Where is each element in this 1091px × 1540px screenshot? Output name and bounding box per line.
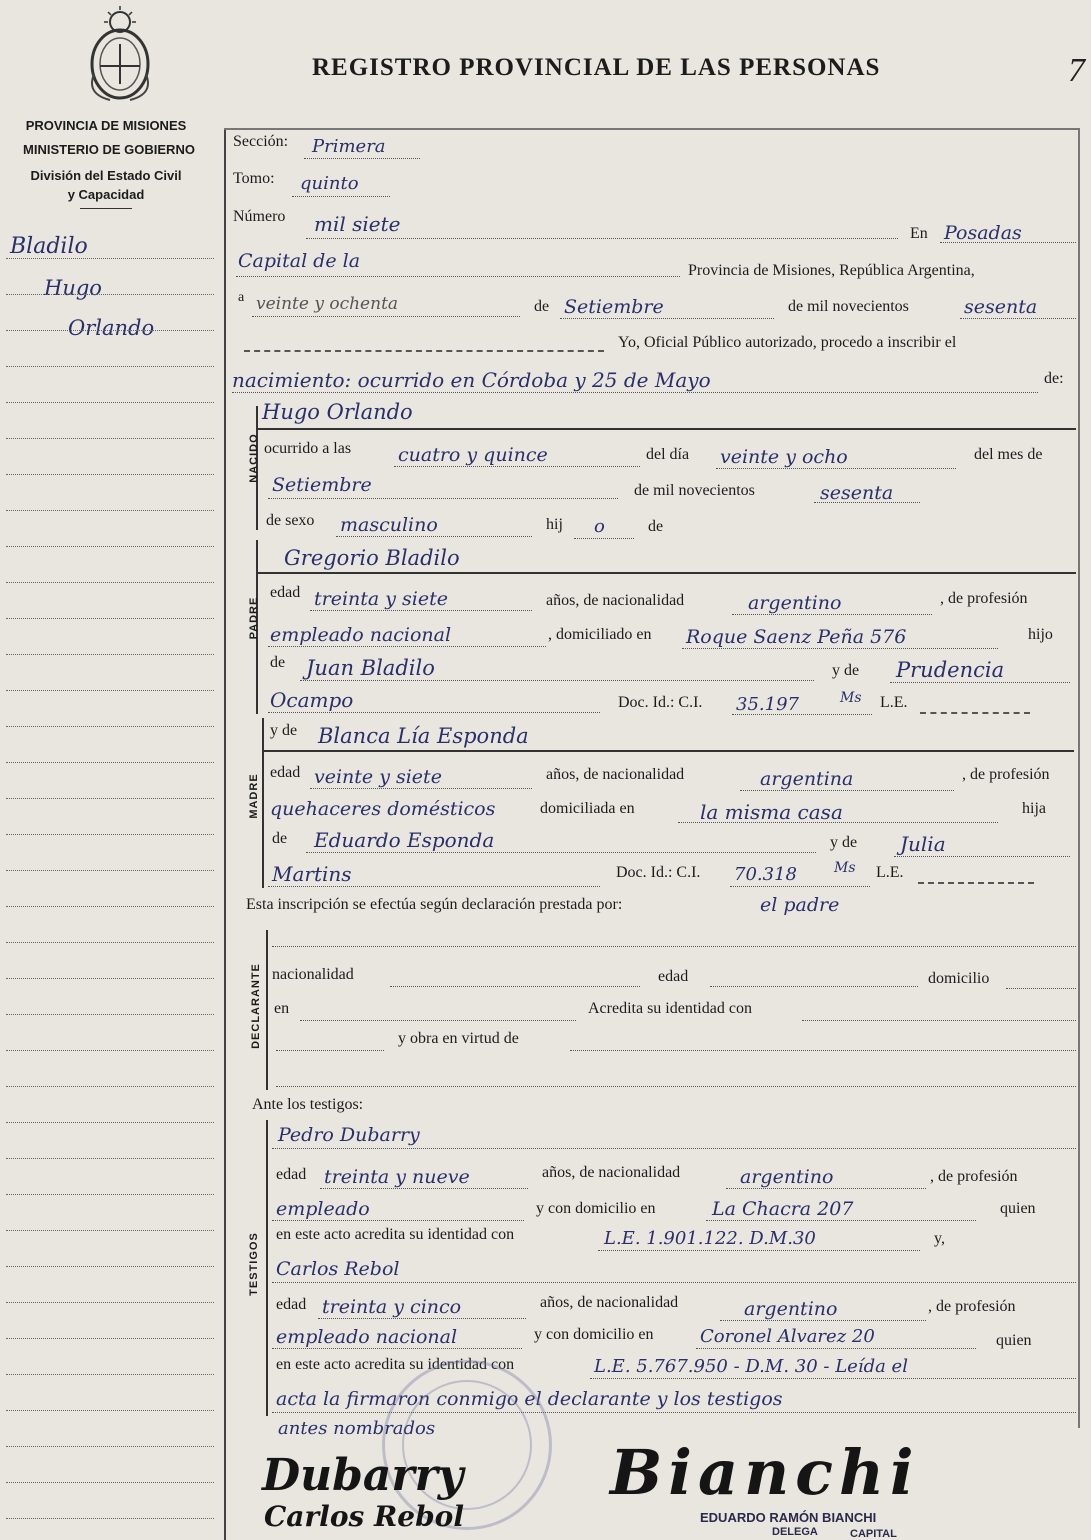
- field-capital: Capital de la: [238, 250, 361, 272]
- label-decl-edad: edad: [658, 968, 689, 985]
- field-padre-madre: Prudencia: [896, 658, 1005, 682]
- field-hij-suffix: o: [594, 516, 605, 537]
- label-madre-yde: y de: [270, 722, 298, 739]
- field-nombre: Hugo Orlando: [262, 400, 413, 424]
- field-sexo: masculino: [340, 514, 438, 536]
- coat-of-arms-icon: [80, 4, 160, 108]
- field-mes: Setiembre: [564, 296, 664, 318]
- label-t1-quien: quien: [1000, 1200, 1036, 1217]
- margin-rule: [6, 906, 214, 907]
- label-t1-anos: años, de nacionalidad: [542, 1164, 681, 1181]
- field-anio-nac: sesenta: [820, 482, 894, 504]
- field-t1-dom: La Chacra 207: [712, 1198, 854, 1220]
- label-t2-edad: edad: [276, 1296, 307, 1313]
- margin-rule: [6, 762, 214, 763]
- label-padre-le: L.E.: [880, 694, 908, 711]
- margin-rule: [6, 1050, 214, 1051]
- field-dia-nac: veinte y ocho: [720, 446, 848, 468]
- section-testigos: TESTIGOS: [248, 1232, 260, 1296]
- margin-rule: [6, 870, 214, 871]
- label-tomo: Tomo:: [233, 170, 275, 187]
- field-t1-doc: L.E. 1.901.122. D.M.30: [604, 1228, 816, 1249]
- label-del-mes: del mes de: [974, 446, 1043, 463]
- field-t1-edad: treinta y nueve: [324, 1166, 470, 1188]
- label-de2: de: [648, 518, 664, 535]
- section-padre: PADRE: [248, 596, 260, 640]
- label-testigos: Ante los testigos:: [252, 1096, 364, 1113]
- margin-rule: [6, 1266, 214, 1267]
- label-padre-edad: edad: [270, 584, 301, 601]
- label-t1-prof: , de profesión: [930, 1168, 1018, 1185]
- label-t1-acredita: en este acto acredita su identidad con: [276, 1226, 515, 1243]
- margin-rule: [6, 510, 214, 511]
- field-hora: cuatro y quince: [398, 444, 548, 466]
- field-t2-edad: treinta y cinco: [322, 1296, 462, 1318]
- margin-rule: [6, 546, 214, 547]
- field-t1-prof: empleado: [276, 1198, 370, 1220]
- field-t2-nombre: Carlos Rebol: [276, 1258, 400, 1280]
- field-madre-ci: 70.318: [734, 864, 797, 885]
- label-madre-prof: , de profesión: [962, 766, 1050, 783]
- label-provincia: Provincia de Misiones, República Argentina,: [688, 262, 975, 279]
- label-t1-edad: edad: [276, 1166, 307, 1183]
- field-mes-nac: Setiembre: [272, 474, 372, 496]
- label-padre-de: de: [270, 654, 286, 671]
- field-seccion: Primera: [312, 136, 386, 157]
- field-padre-prof: empleado nacional: [270, 624, 452, 646]
- signature-witness2: Carlos Rebol: [264, 1500, 464, 1533]
- margin-rule: [6, 618, 214, 619]
- page-title: REGISTRO PROVINCIAL DE LAS PERSONAS: [312, 54, 881, 81]
- margin-name2: Orlando: [68, 316, 155, 340]
- label-a: a: [238, 290, 245, 305]
- header-ministry: MINISTERIO DE GOBIERNO: [23, 142, 195, 157]
- field-t2-nac: argentino: [744, 1298, 838, 1320]
- label-t1-y: y,: [934, 1230, 945, 1247]
- label-de-colon: de:: [1044, 370, 1064, 387]
- label-padre-yde: y de: [832, 662, 860, 679]
- field-padre-dom: Roque Saenz Peña 576: [686, 626, 907, 648]
- label-padre-hijo: hijo: [1028, 626, 1053, 643]
- margin-rule: [6, 1374, 214, 1375]
- margin-rule: [6, 1230, 214, 1231]
- margin-rule: [6, 798, 214, 799]
- margin-rule: [6, 1194, 214, 1195]
- label-padre-anos: años, de nacionalidad: [546, 592, 685, 609]
- field-t2-doc: L.E. 5.767.950 - D.M. 30 - Leída el: [594, 1356, 908, 1377]
- label-t2-anos: años, de nacionalidad: [540, 1294, 679, 1311]
- margin-rule: [6, 1158, 214, 1159]
- header-province: PROVINCIA DE MISIONES: [25, 118, 187, 133]
- field-madre-nac: argentina: [760, 768, 854, 790]
- field-madre-edad: veinte y siete: [314, 766, 442, 788]
- field-t2-dom: Coronel Alvarez 20: [700, 1326, 875, 1347]
- field-t1-nombre: Pedro Dubarry: [278, 1124, 420, 1146]
- label-madre-hija: hija: [1022, 800, 1046, 817]
- signature-official: Bianchi: [610, 1436, 920, 1509]
- label-de: de: [534, 298, 550, 315]
- margin-rule: [6, 1482, 214, 1483]
- section-madre: MADRE: [248, 773, 260, 819]
- label-madre-anos: años, de nacionalidad: [546, 766, 685, 783]
- label-yo: Yo, Oficial Público autorizado, procedo a inscribir el: [618, 334, 957, 351]
- label-del-dia: del día: [646, 446, 690, 463]
- label-decl-acredita: Acredita su identidad con: [588, 1000, 752, 1017]
- field-tomo: quinto: [300, 173, 359, 194]
- margin-rule: [6, 726, 214, 727]
- margin-rule: [6, 654, 214, 655]
- field-padre-nac: argentino: [748, 592, 842, 614]
- label-madre-yde2: y de: [830, 834, 858, 851]
- label-numero: Número: [233, 208, 286, 225]
- label-madre-doc: Doc. Id.: C.I.: [616, 864, 701, 881]
- section-nacido: NACIDO: [248, 433, 260, 483]
- label-inscripcion: Esta inscripción se efectúa según declaración prestada por:: [246, 896, 623, 913]
- field-cierre1: acta la firmaron conmigo el declarante y los testigos: [276, 1388, 783, 1410]
- label-t2-prof: , de profesión: [928, 1298, 1016, 1315]
- label-decl-dom: domicilio: [928, 970, 990, 987]
- field-padre-ci-suffix: Ms: [840, 690, 862, 706]
- margin-rule: [6, 1122, 214, 1123]
- margin-rule: [6, 978, 214, 979]
- label-t2-acredita: en este acto acredita su identidad con: [276, 1356, 515, 1373]
- field-madre-nombre: Blanca Lía Esponda: [318, 724, 529, 748]
- label-madre-de: de: [272, 830, 288, 847]
- label-padre-dom: , domiciliado en: [548, 626, 652, 643]
- field-numero: mil siete: [314, 212, 401, 236]
- official-role: DELEGA: [772, 1526, 818, 1538]
- margin-rule: [6, 1518, 214, 1519]
- margin-rule: [6, 474, 214, 475]
- margin-rule: [6, 834, 214, 835]
- field-padre-ci: 35.197: [736, 694, 799, 715]
- label-t2-quien: quien: [996, 1332, 1032, 1349]
- label-madre-edad: edad: [270, 764, 301, 781]
- official-name: EDUARDO RAMÓN BIANCHI: [700, 1510, 877, 1525]
- field-madre-ci-suffix: Ms: [834, 860, 856, 876]
- field-padre-nombre: Gregorio Bladilo: [284, 546, 460, 570]
- label-de-mil: de mil novecientos: [788, 298, 909, 315]
- field-madre-madre: Julia: [900, 832, 946, 856]
- official-role2: CAPITAL: [850, 1528, 897, 1540]
- label-t1-dom: y con domicilio en: [536, 1200, 656, 1217]
- label-de-mil2: de mil novecientos: [634, 482, 755, 499]
- field-acto: nacimiento: ocurrido en Córdoba y 25 de Mayo: [232, 368, 711, 392]
- field-padre-edad: treinta y siete: [314, 588, 449, 610]
- margin-rule: [6, 582, 214, 583]
- field-madre-de: Eduardo Esponda: [314, 828, 495, 852]
- margin-rule: [6, 942, 214, 943]
- field-t2-prof: empleado nacional: [276, 1326, 458, 1348]
- label-hij: hij: [546, 516, 563, 533]
- margin-rule: [6, 1338, 214, 1339]
- field-madre-prof: quehaceres domésticos: [270, 798, 496, 820]
- label-decl-nac: nacionalidad: [272, 966, 354, 983]
- field-declarante: el padre: [760, 894, 840, 916]
- field-padre-de: Juan Bladilo: [306, 656, 435, 680]
- field-t1-nac: argentino: [740, 1166, 834, 1188]
- margin-rule: [6, 1446, 214, 1447]
- field-madre-dom: la misma casa: [700, 800, 843, 824]
- label-ocurrido: ocurrido a las: [264, 440, 352, 457]
- page-number: 7: [1068, 52, 1085, 89]
- margin-rule: [6, 438, 214, 439]
- margin-rule: [6, 402, 214, 403]
- margin-rule: [6, 1302, 214, 1303]
- field-padre-madre2: Ocampo: [270, 688, 354, 712]
- margin-rule: [6, 366, 214, 367]
- field-dia: veinte y ochenta: [256, 294, 399, 314]
- margin-rule: [6, 330, 214, 331]
- margin-rule: [6, 294, 214, 295]
- margin-rule: [6, 258, 214, 259]
- margin-surname: Bladilo: [10, 234, 88, 259]
- signature-witness1: Dubarry: [262, 1450, 464, 1501]
- field-anio: sesenta: [964, 296, 1038, 318]
- field-madre-madre2: Martins: [272, 862, 352, 886]
- label-madre-dom: domiciliada en: [540, 800, 635, 817]
- label-madre-le: L.E.: [876, 864, 904, 881]
- header-division2: y Capacidad: [67, 187, 145, 202]
- label-padre-prof: , de profesión: [940, 590, 1028, 607]
- margin-rule: [6, 1410, 214, 1411]
- margin-rule: [6, 1014, 214, 1015]
- margin-name1: Hugo: [44, 276, 102, 300]
- margin-rule: [6, 690, 214, 691]
- label-seccion: Sección:: [233, 133, 289, 150]
- label-en: En: [910, 225, 928, 242]
- label-de-sexo: de sexo: [266, 512, 315, 529]
- field-en: Posadas: [944, 222, 1022, 244]
- label-padre-doc: Doc. Id.: C.I.: [618, 694, 703, 711]
- label-t2-dom: y con domicilio en: [534, 1326, 654, 1343]
- header-division1: División del Estado Civil: [30, 168, 182, 183]
- label-decl-en: en: [274, 1000, 290, 1017]
- margin-rule: [6, 1086, 214, 1087]
- field-cierre2: antes nombrados: [278, 1418, 436, 1439]
- label-decl-obra: y obra en virtud de: [398, 1030, 519, 1047]
- section-declarante: DECLARANTE: [250, 963, 262, 1049]
